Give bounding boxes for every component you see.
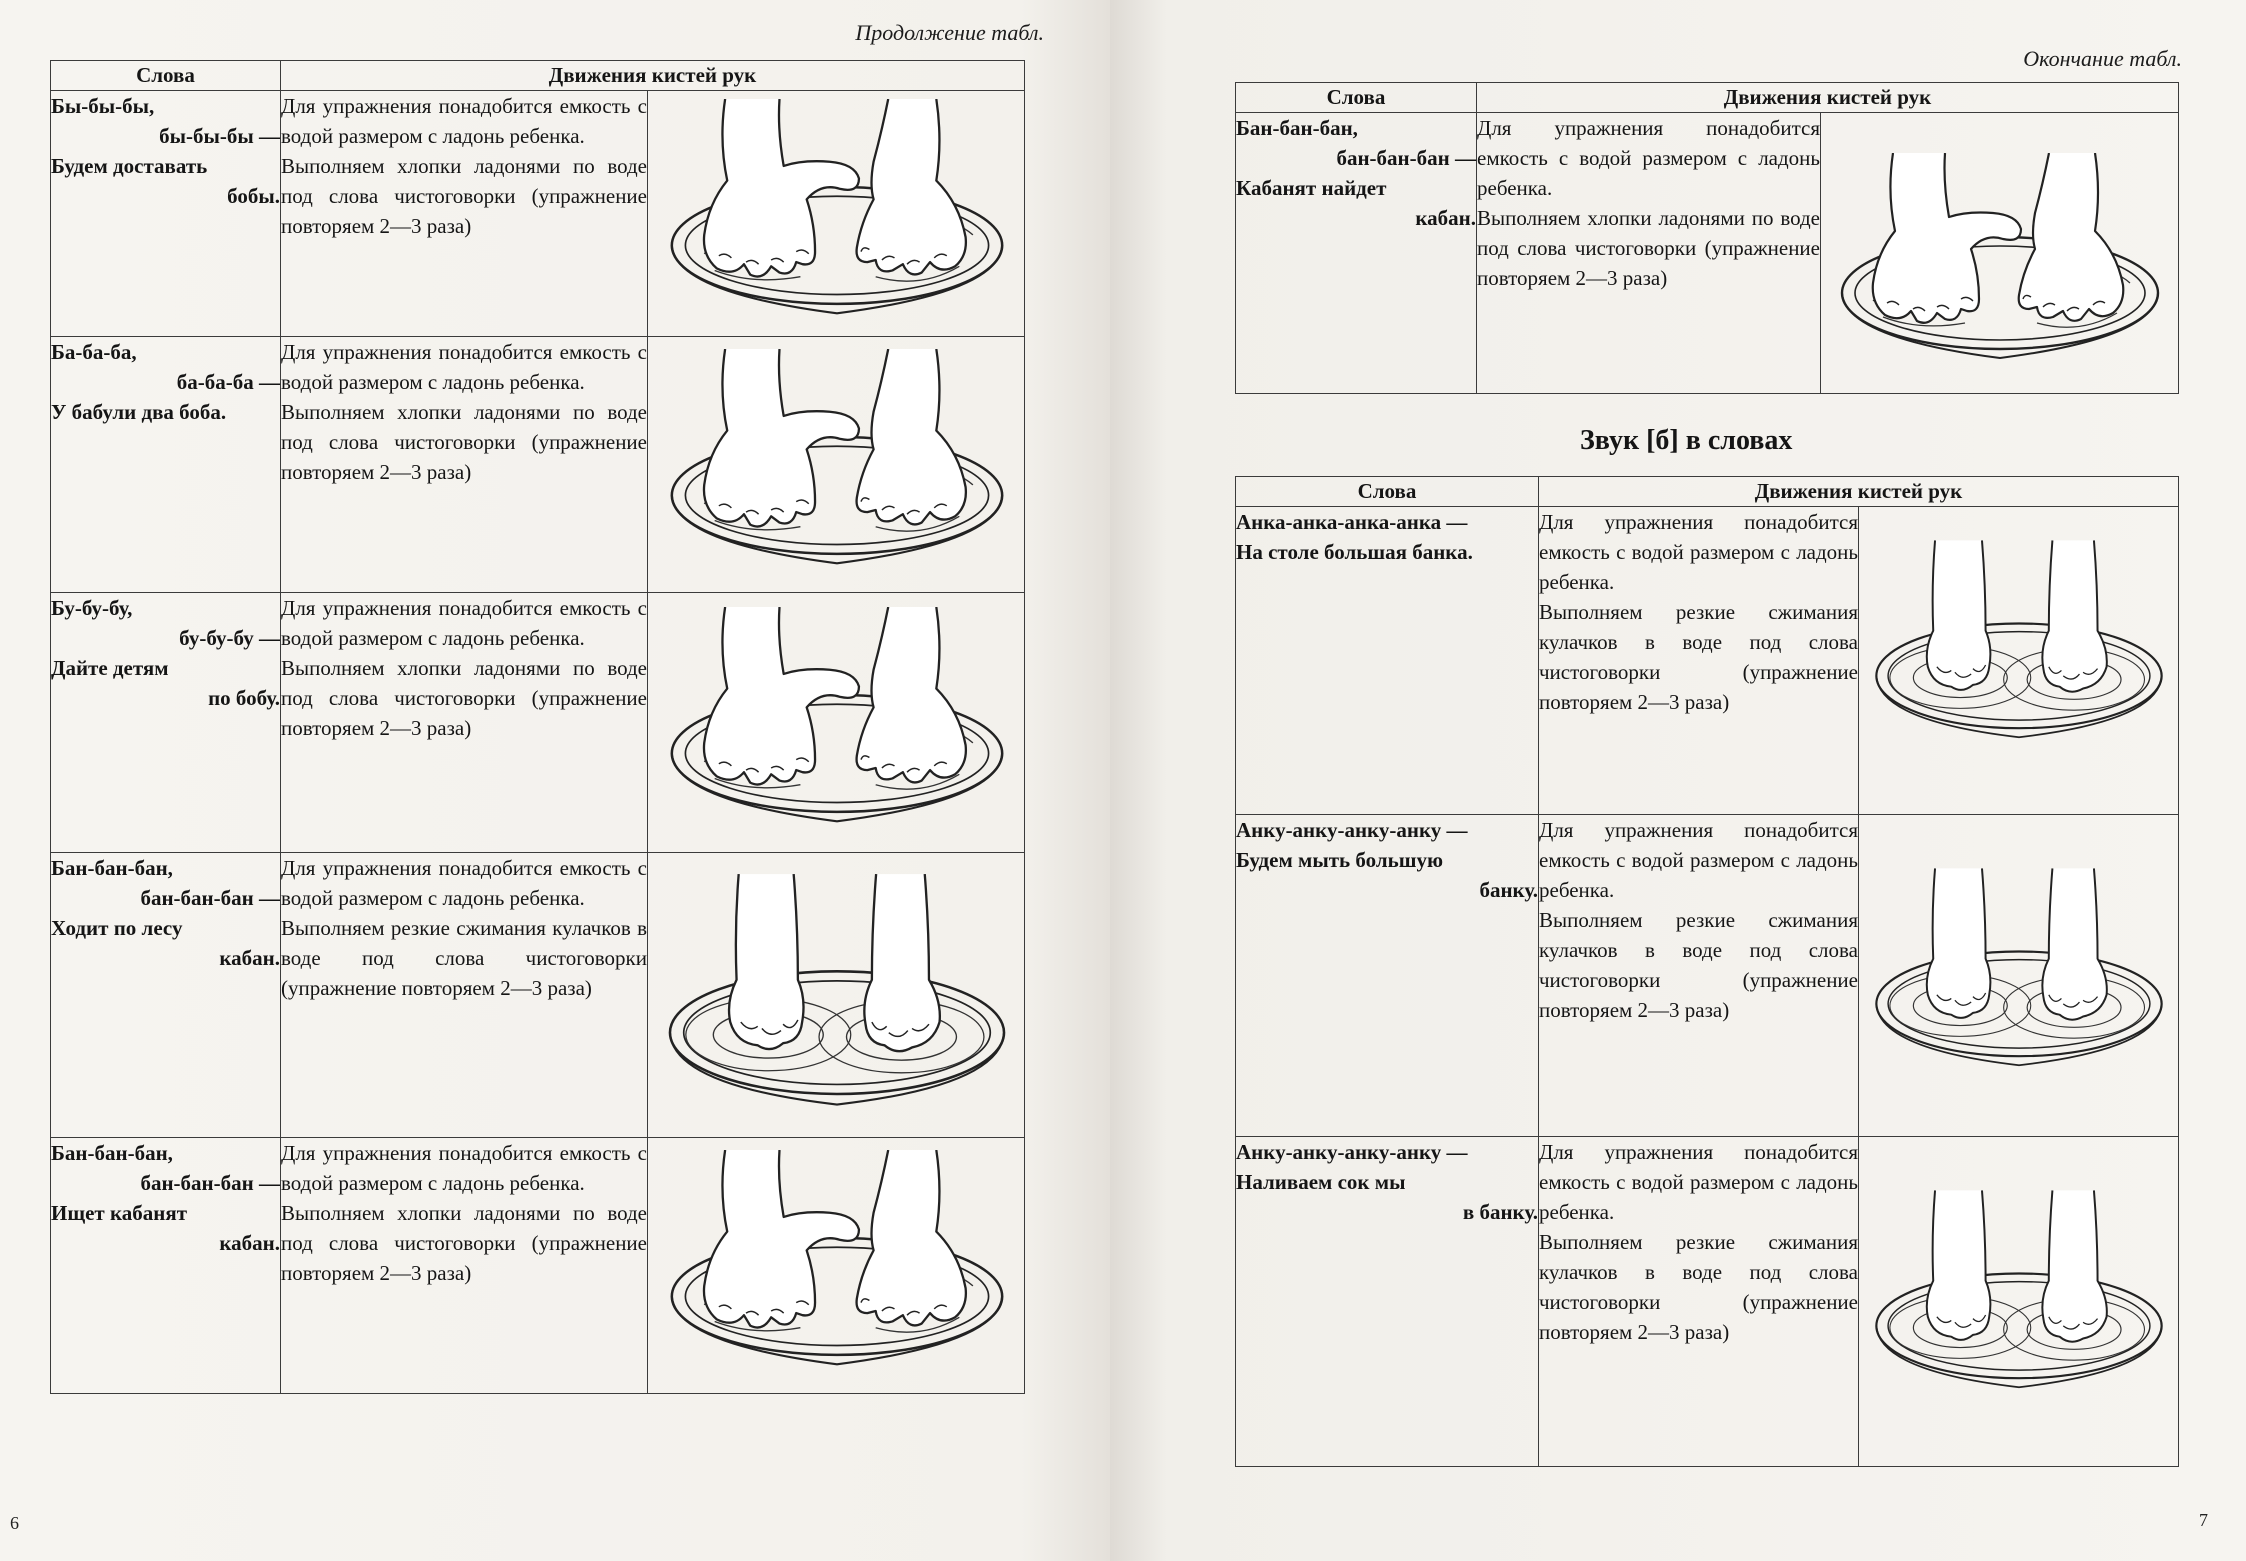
rhyme-words: Бан-бан-бан, бан-бан-бан — Ходит по лесу кабан.	[51, 853, 281, 1138]
exercise-description: Для упражнения понадобится емкость с водой размером с ладонь ребенка. Выполняем хлопки ладонями по воде под слова чистоговорки (упражнение повторяем 2—3 раза)	[1477, 113, 1821, 394]
exercise-table-left	[50, 60, 1025, 1394]
rhyme-words: Ба-ба-ба, ба-ба-ба — У бабули два боба.	[51, 337, 281, 593]
hands-clapping-water-icon	[648, 1138, 1025, 1394]
table-row	[51, 593, 1025, 853]
exercise-description: Для упражнения понадобится емкость с водой размером с ладонь ребенка. Выполняем хлопки ладонями по воде под слова чистоговорки (упражнение повторяем 2—3 раза)	[281, 91, 648, 337]
table-header-row	[1236, 83, 2179, 113]
exercise-description: Для упражнения понадобится емкость с водой размером с ладонь ребенка. Выполняем хлопки ладонями по воде под слова чистоговорки (упражнение повторяем 2—3 раза)	[281, 1138, 648, 1394]
section-title: Звук [б] в словах	[1580, 425, 1793, 456]
exercise-table-top	[1235, 82, 2179, 394]
header-movements: Движения кистей рук	[1477, 83, 2179, 113]
table-header-row	[1236, 477, 2179, 507]
exercise-description: Для упражнения понадобится емкость с водой размером с ладонь ребенка. Выполняем резкие сжимания кулачков в воде под слова чистоговорки (упражнение повторяем 2—3 раза)	[1539, 507, 1859, 815]
page-number: 6	[10, 1513, 19, 1533]
ending-label: Окончание табл.	[2023, 46, 2182, 71]
rhyme-words: Анка-анка-анка-анка — На столе большая банка.	[1236, 507, 1539, 815]
header-words: Слова	[1236, 477, 1539, 507]
exercise-table-bottom	[1235, 476, 2179, 1467]
exercise-description: Для упражнения понадобится емкость с водой размером с ладонь ребенка. Выполняем резкие сжимания кулачков в воде под слова чистоговорки (упражнение повторяем 2—3 раза)	[1539, 1137, 1859, 1467]
hands-clapping-water-icon	[1821, 113, 2179, 394]
rhyme-words: Бан-бан-бан, бан-бан-бан — Кабанят найдет кабан.	[1236, 113, 1477, 394]
fists-in-water-icon	[1859, 507, 2179, 815]
header-words: Слова	[1236, 83, 1477, 113]
rhyme-words: Анку-анку-анку-анку — Наливаем сок мы в банку.	[1236, 1137, 1539, 1467]
hands-clapping-water-icon	[648, 593, 1025, 853]
page-number: 7	[2199, 1510, 2208, 1530]
table-row	[1236, 1137, 2179, 1467]
hands-clapping-water-icon	[648, 91, 1025, 337]
table-row	[1236, 507, 2179, 815]
header-movements: Движения кистей рук	[1539, 477, 2179, 507]
exercise-description: Для упражнения понадобится емкость с водой размером с ладонь ребенка. Выполняем хлопки ладонями по воде под слова чистоговорки (упражнение повторяем 2—3 раза)	[281, 593, 648, 853]
right-page	[1110, 0, 2246, 1561]
table-row	[51, 337, 1025, 593]
table-header-row	[51, 61, 1025, 91]
left-page	[0, 0, 1110, 1561]
exercise-description: Для упражнения понадобится емкость с водой размером с ладонь ребенка. Выполняем резкие сжимания кулачков в воде под слова чистоговорки (упражнение повторяем 2—3 раза)	[281, 853, 648, 1138]
rhyme-words: Бу-бу-бу, бу-бу-бу — Дайте детям по бобу.	[51, 593, 281, 853]
table-row	[1236, 113, 2179, 394]
header-movements: Движения кистей рук	[281, 61, 1025, 91]
table-row	[51, 91, 1025, 337]
fists-in-water-icon	[1859, 1137, 2179, 1467]
continuation-label: Продолжение табл.	[855, 20, 1044, 45]
fists-in-water-icon	[648, 853, 1025, 1138]
rhyme-words: Анку-анку-анку-анку — Будем мыть большую банку.	[1236, 815, 1539, 1137]
fists-in-water-icon	[1859, 815, 2179, 1137]
rhyme-words: Бы-бы-бы, бы-бы-бы — Будем доставать бобы.	[51, 91, 281, 337]
table-row	[51, 853, 1025, 1138]
exercise-description: Для упражнения понадобится емкость с водой размером с ладонь ребенка. Выполняем резкие сжимания кулачков в воде под слова чистоговорки (упражнение повторяем 2—3 раза)	[1539, 815, 1859, 1137]
rhyme-words: Бан-бан-бан, бан-бан-бан — Ищет кабанят кабан.	[51, 1138, 281, 1394]
exercise-description: Для упражнения понадобится емкость с водой размером с ладонь ребенка. Выполняем хлопки ладонями по воде под слова чистоговорки (упражнение повторяем 2—3 раза)	[281, 337, 648, 593]
table-row	[1236, 815, 2179, 1137]
header-words: Слова	[51, 61, 281, 91]
table-row	[51, 1138, 1025, 1394]
hands-clapping-water-icon	[648, 337, 1025, 593]
